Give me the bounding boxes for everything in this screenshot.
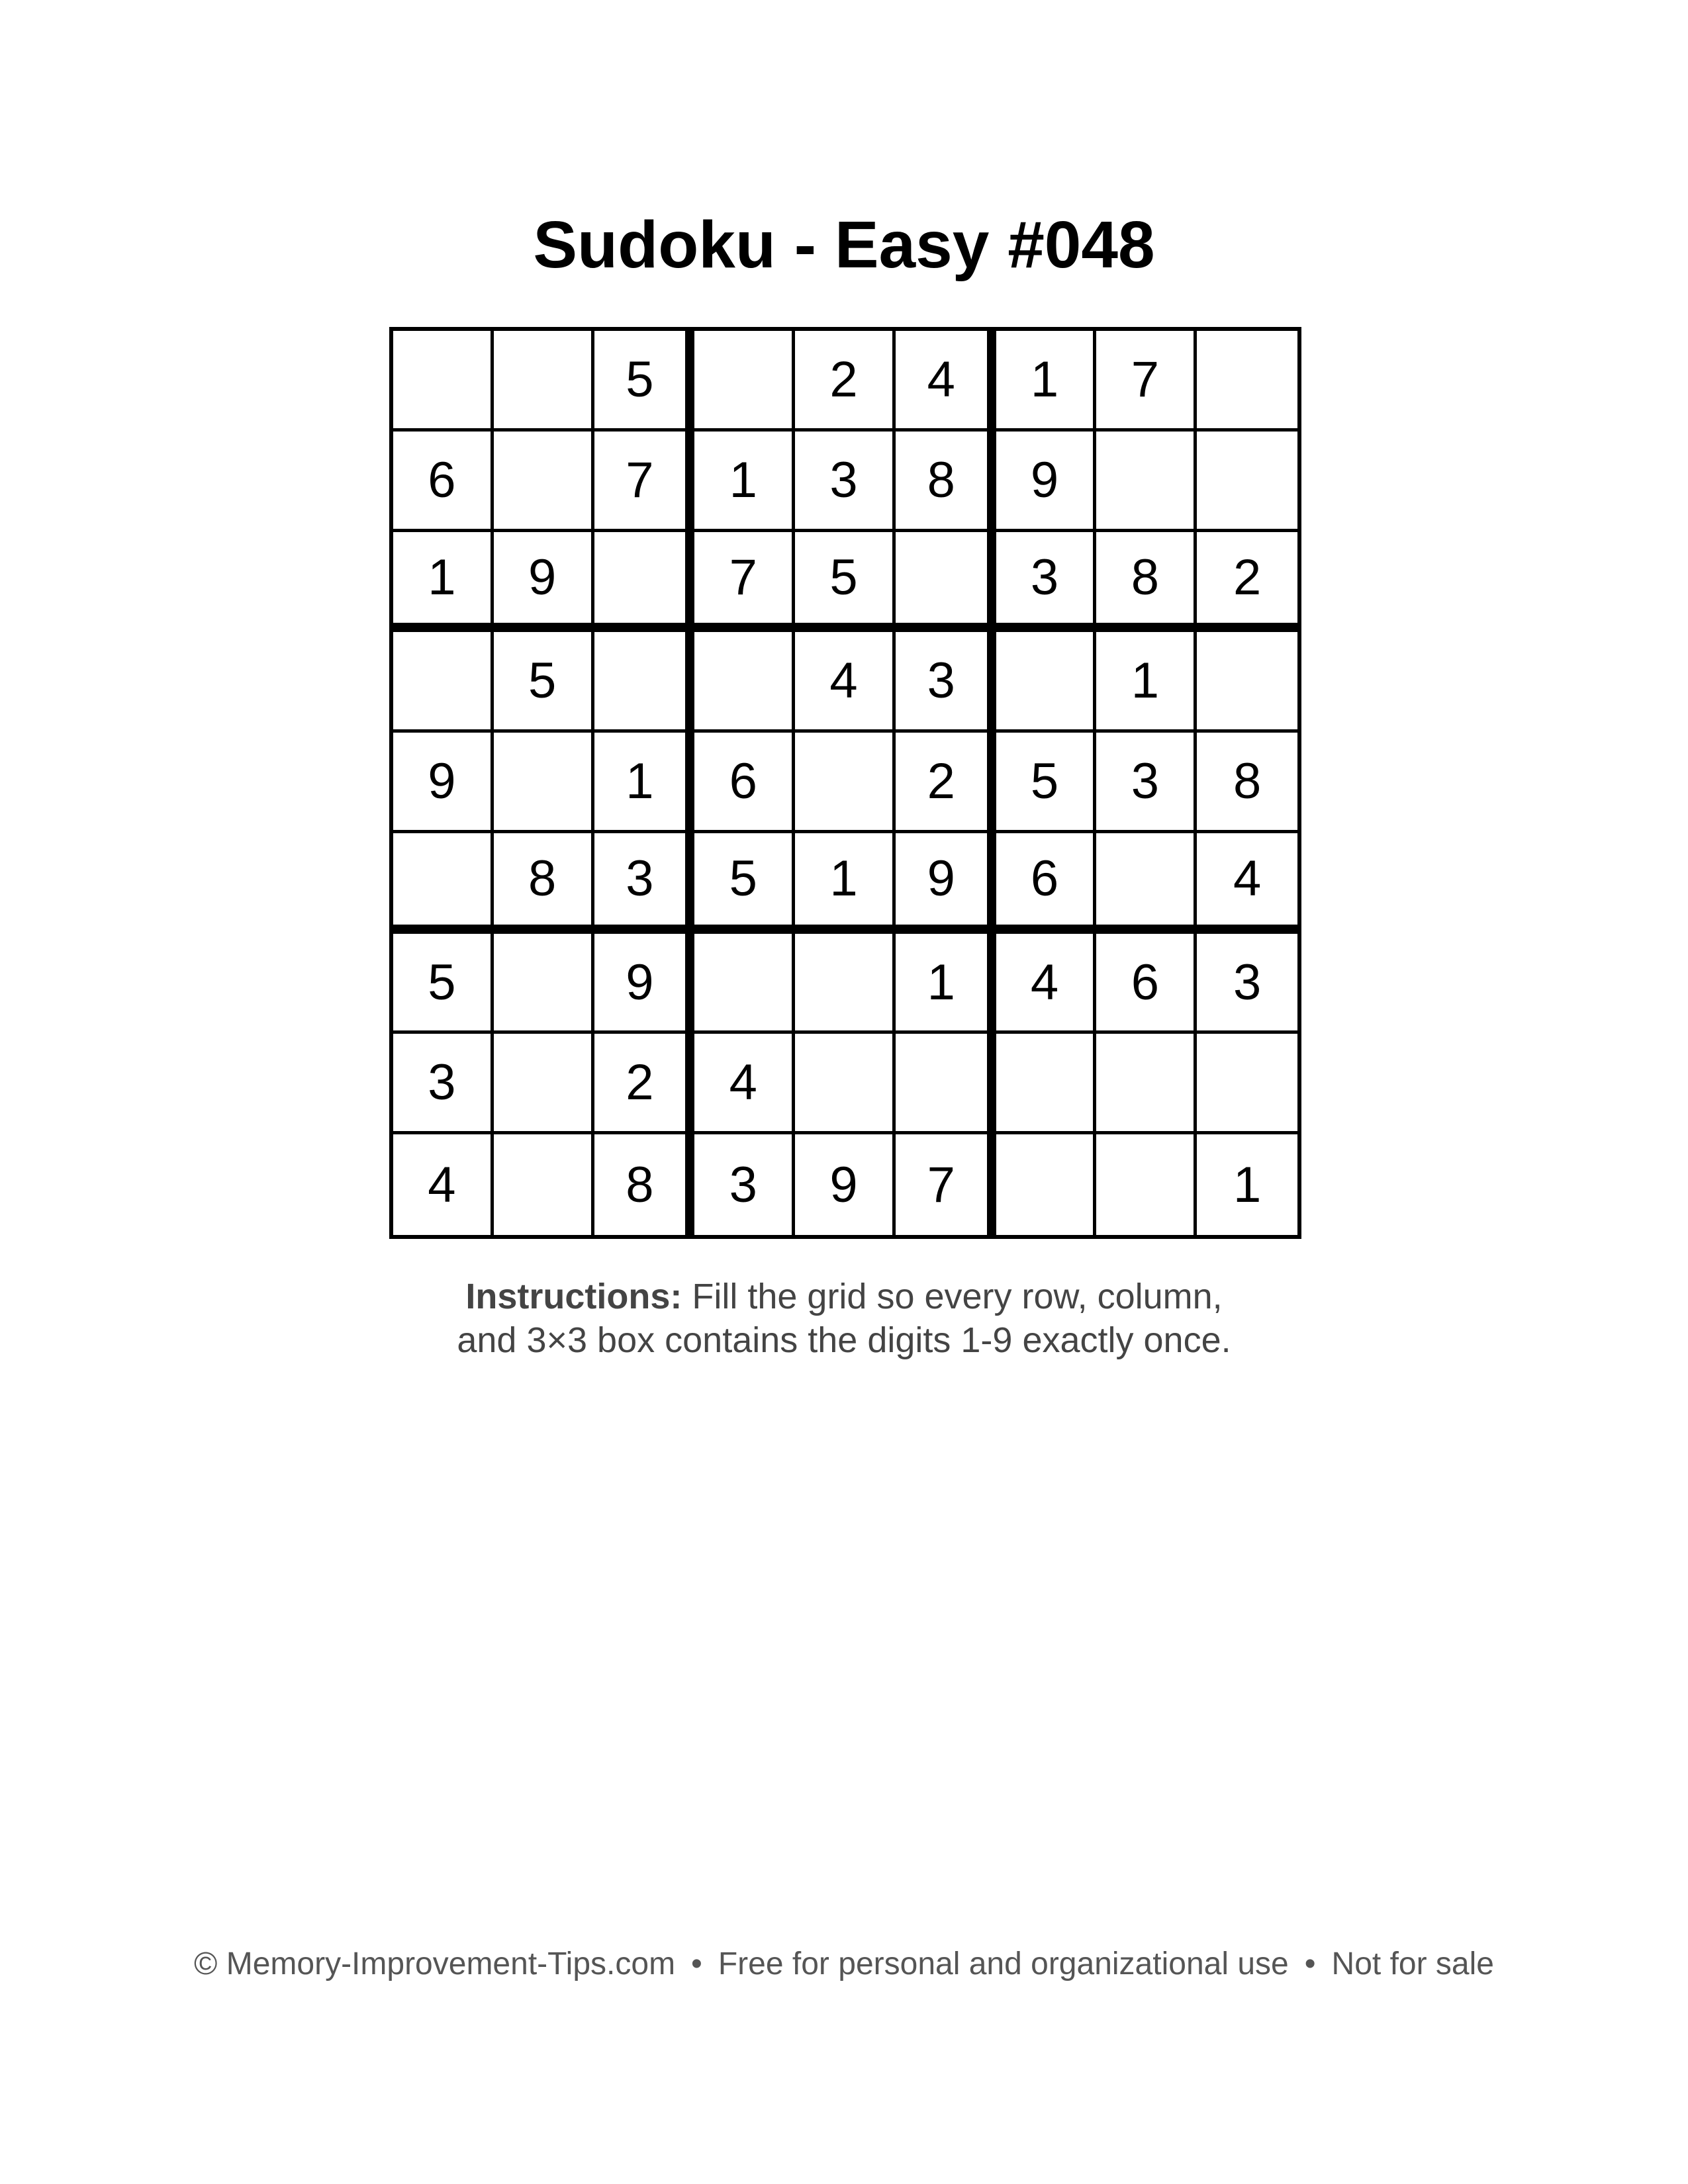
empty-cell[interactable] — [996, 1134, 1097, 1235]
given-cell[interactable]: 7 — [1096, 331, 1197, 432]
empty-cell[interactable] — [694, 934, 795, 1034]
empty-cell[interactable] — [795, 934, 896, 1034]
instructions-line-1 — [0, 1275, 1688, 1318]
empty-cell[interactable] — [1096, 833, 1197, 934]
given-cell[interactable]: 9 — [594, 934, 695, 1034]
empty-cell[interactable] — [494, 934, 594, 1034]
empty-cell[interactable] — [1197, 632, 1297, 733]
given-cell[interactable]: 3 — [996, 532, 1097, 633]
given-cell[interactable]: 8 — [1096, 532, 1197, 633]
given-cell[interactable]: 9 — [896, 833, 996, 934]
given-cell[interactable]: 3 — [896, 632, 996, 733]
footer-usage: Free for personal and organizational use — [718, 1946, 1289, 1981]
empty-cell[interactable] — [694, 331, 795, 432]
given-cell[interactable]: 3 — [594, 833, 695, 934]
empty-cell[interactable] — [494, 1134, 594, 1235]
empty-cell[interactable] — [594, 632, 695, 733]
given-cell[interactable]: 4 — [694, 1034, 795, 1134]
instructions-label: Instructions: — [465, 1277, 682, 1316]
given-cell[interactable]: 1 — [694, 432, 795, 532]
given-cell[interactable]: 2 — [1197, 532, 1297, 633]
given-cell[interactable]: 1 — [896, 934, 996, 1034]
given-cell[interactable]: 1 — [1096, 632, 1197, 733]
empty-cell[interactable] — [393, 331, 494, 432]
given-cell[interactable]: 7 — [594, 432, 695, 532]
empty-cell[interactable] — [1197, 1034, 1297, 1134]
given-cell[interactable]: 4 — [1197, 833, 1297, 934]
given-cell[interactable]: 9 — [393, 733, 494, 833]
instructions-text-1: Fill the grid so every row, column, — [692, 1277, 1223, 1316]
given-cell[interactable]: 9 — [494, 532, 594, 633]
given-cell[interactable]: 1 — [1197, 1134, 1297, 1235]
sudoku-board — [389, 327, 1301, 1239]
given-cell[interactable]: 2 — [795, 331, 896, 432]
empty-cell[interactable] — [1197, 432, 1297, 532]
given-cell[interactable]: 4 — [996, 934, 1097, 1034]
footer-copyright: © Memory-Improvement-Tips.com — [194, 1946, 676, 1981]
given-cell[interactable]: 3 — [694, 1134, 795, 1235]
footer-separator: • — [1304, 1946, 1316, 1981]
empty-cell[interactable] — [393, 632, 494, 733]
given-cell[interactable]: 7 — [694, 532, 795, 633]
given-cell[interactable]: 6 — [694, 733, 795, 833]
empty-cell[interactable] — [494, 1034, 594, 1134]
empty-cell[interactable] — [996, 632, 1097, 733]
given-cell[interactable]: 5 — [694, 833, 795, 934]
given-cell[interactable]: 3 — [1197, 934, 1297, 1034]
empty-cell[interactable] — [1197, 331, 1297, 432]
footer — [0, 1944, 1688, 1984]
empty-cell[interactable] — [494, 733, 594, 833]
given-cell[interactable]: 1 — [996, 331, 1097, 432]
given-cell[interactable]: 2 — [896, 733, 996, 833]
given-cell[interactable]: 3 — [1096, 733, 1197, 833]
empty-cell[interactable] — [996, 1034, 1097, 1134]
given-cell[interactable]: 8 — [494, 833, 594, 934]
given-cell[interactable]: 8 — [896, 432, 996, 532]
given-cell[interactable]: 8 — [594, 1134, 695, 1235]
given-cell[interactable]: 5 — [393, 934, 494, 1034]
given-cell[interactable]: 6 — [1096, 934, 1197, 1034]
given-cell[interactable]: 7 — [896, 1134, 996, 1235]
footer-sale: Not for sale — [1331, 1946, 1494, 1981]
given-cell[interactable]: 1 — [795, 833, 896, 934]
given-cell[interactable]: 4 — [896, 331, 996, 432]
empty-cell[interactable] — [494, 331, 594, 432]
instructions — [0, 1275, 1688, 1362]
given-cell[interactable]: 8 — [1197, 733, 1297, 833]
given-cell[interactable]: 4 — [393, 1134, 494, 1235]
given-cell[interactable]: 6 — [393, 432, 494, 532]
given-cell[interactable]: 5 — [494, 632, 594, 733]
empty-cell[interactable] — [1096, 1134, 1197, 1235]
empty-cell[interactable] — [393, 833, 494, 934]
given-cell[interactable]: 5 — [594, 331, 695, 432]
empty-cell[interactable] — [795, 733, 896, 833]
empty-cell[interactable] — [1096, 432, 1197, 532]
empty-cell[interactable] — [1096, 1034, 1197, 1134]
empty-cell[interactable] — [896, 532, 996, 633]
given-cell[interactable]: 9 — [996, 432, 1097, 532]
given-cell[interactable]: 1 — [393, 532, 494, 633]
given-cell[interactable]: 4 — [795, 632, 896, 733]
given-cell[interactable]: 6 — [996, 833, 1097, 934]
page-title: Sudoku - Easy #048 — [533, 208, 1155, 282]
given-cell[interactable]: 5 — [996, 733, 1097, 833]
given-cell[interactable]: 2 — [594, 1034, 695, 1134]
instructions-text-2: and 3×3 box contains the digits 1-9 exactly once. — [457, 1320, 1231, 1360]
empty-cell[interactable] — [594, 532, 695, 633]
footer-separator: • — [691, 1946, 702, 1981]
empty-cell[interactable] — [494, 432, 594, 532]
given-cell[interactable]: 9 — [795, 1134, 896, 1235]
given-cell[interactable]: 3 — [393, 1034, 494, 1134]
empty-cell[interactable] — [694, 632, 795, 733]
empty-cell[interactable] — [795, 1034, 896, 1134]
given-cell[interactable]: 5 — [795, 532, 896, 633]
given-cell[interactable]: 3 — [795, 432, 896, 532]
empty-cell[interactable] — [896, 1034, 996, 1134]
given-cell[interactable]: 1 — [594, 733, 695, 833]
